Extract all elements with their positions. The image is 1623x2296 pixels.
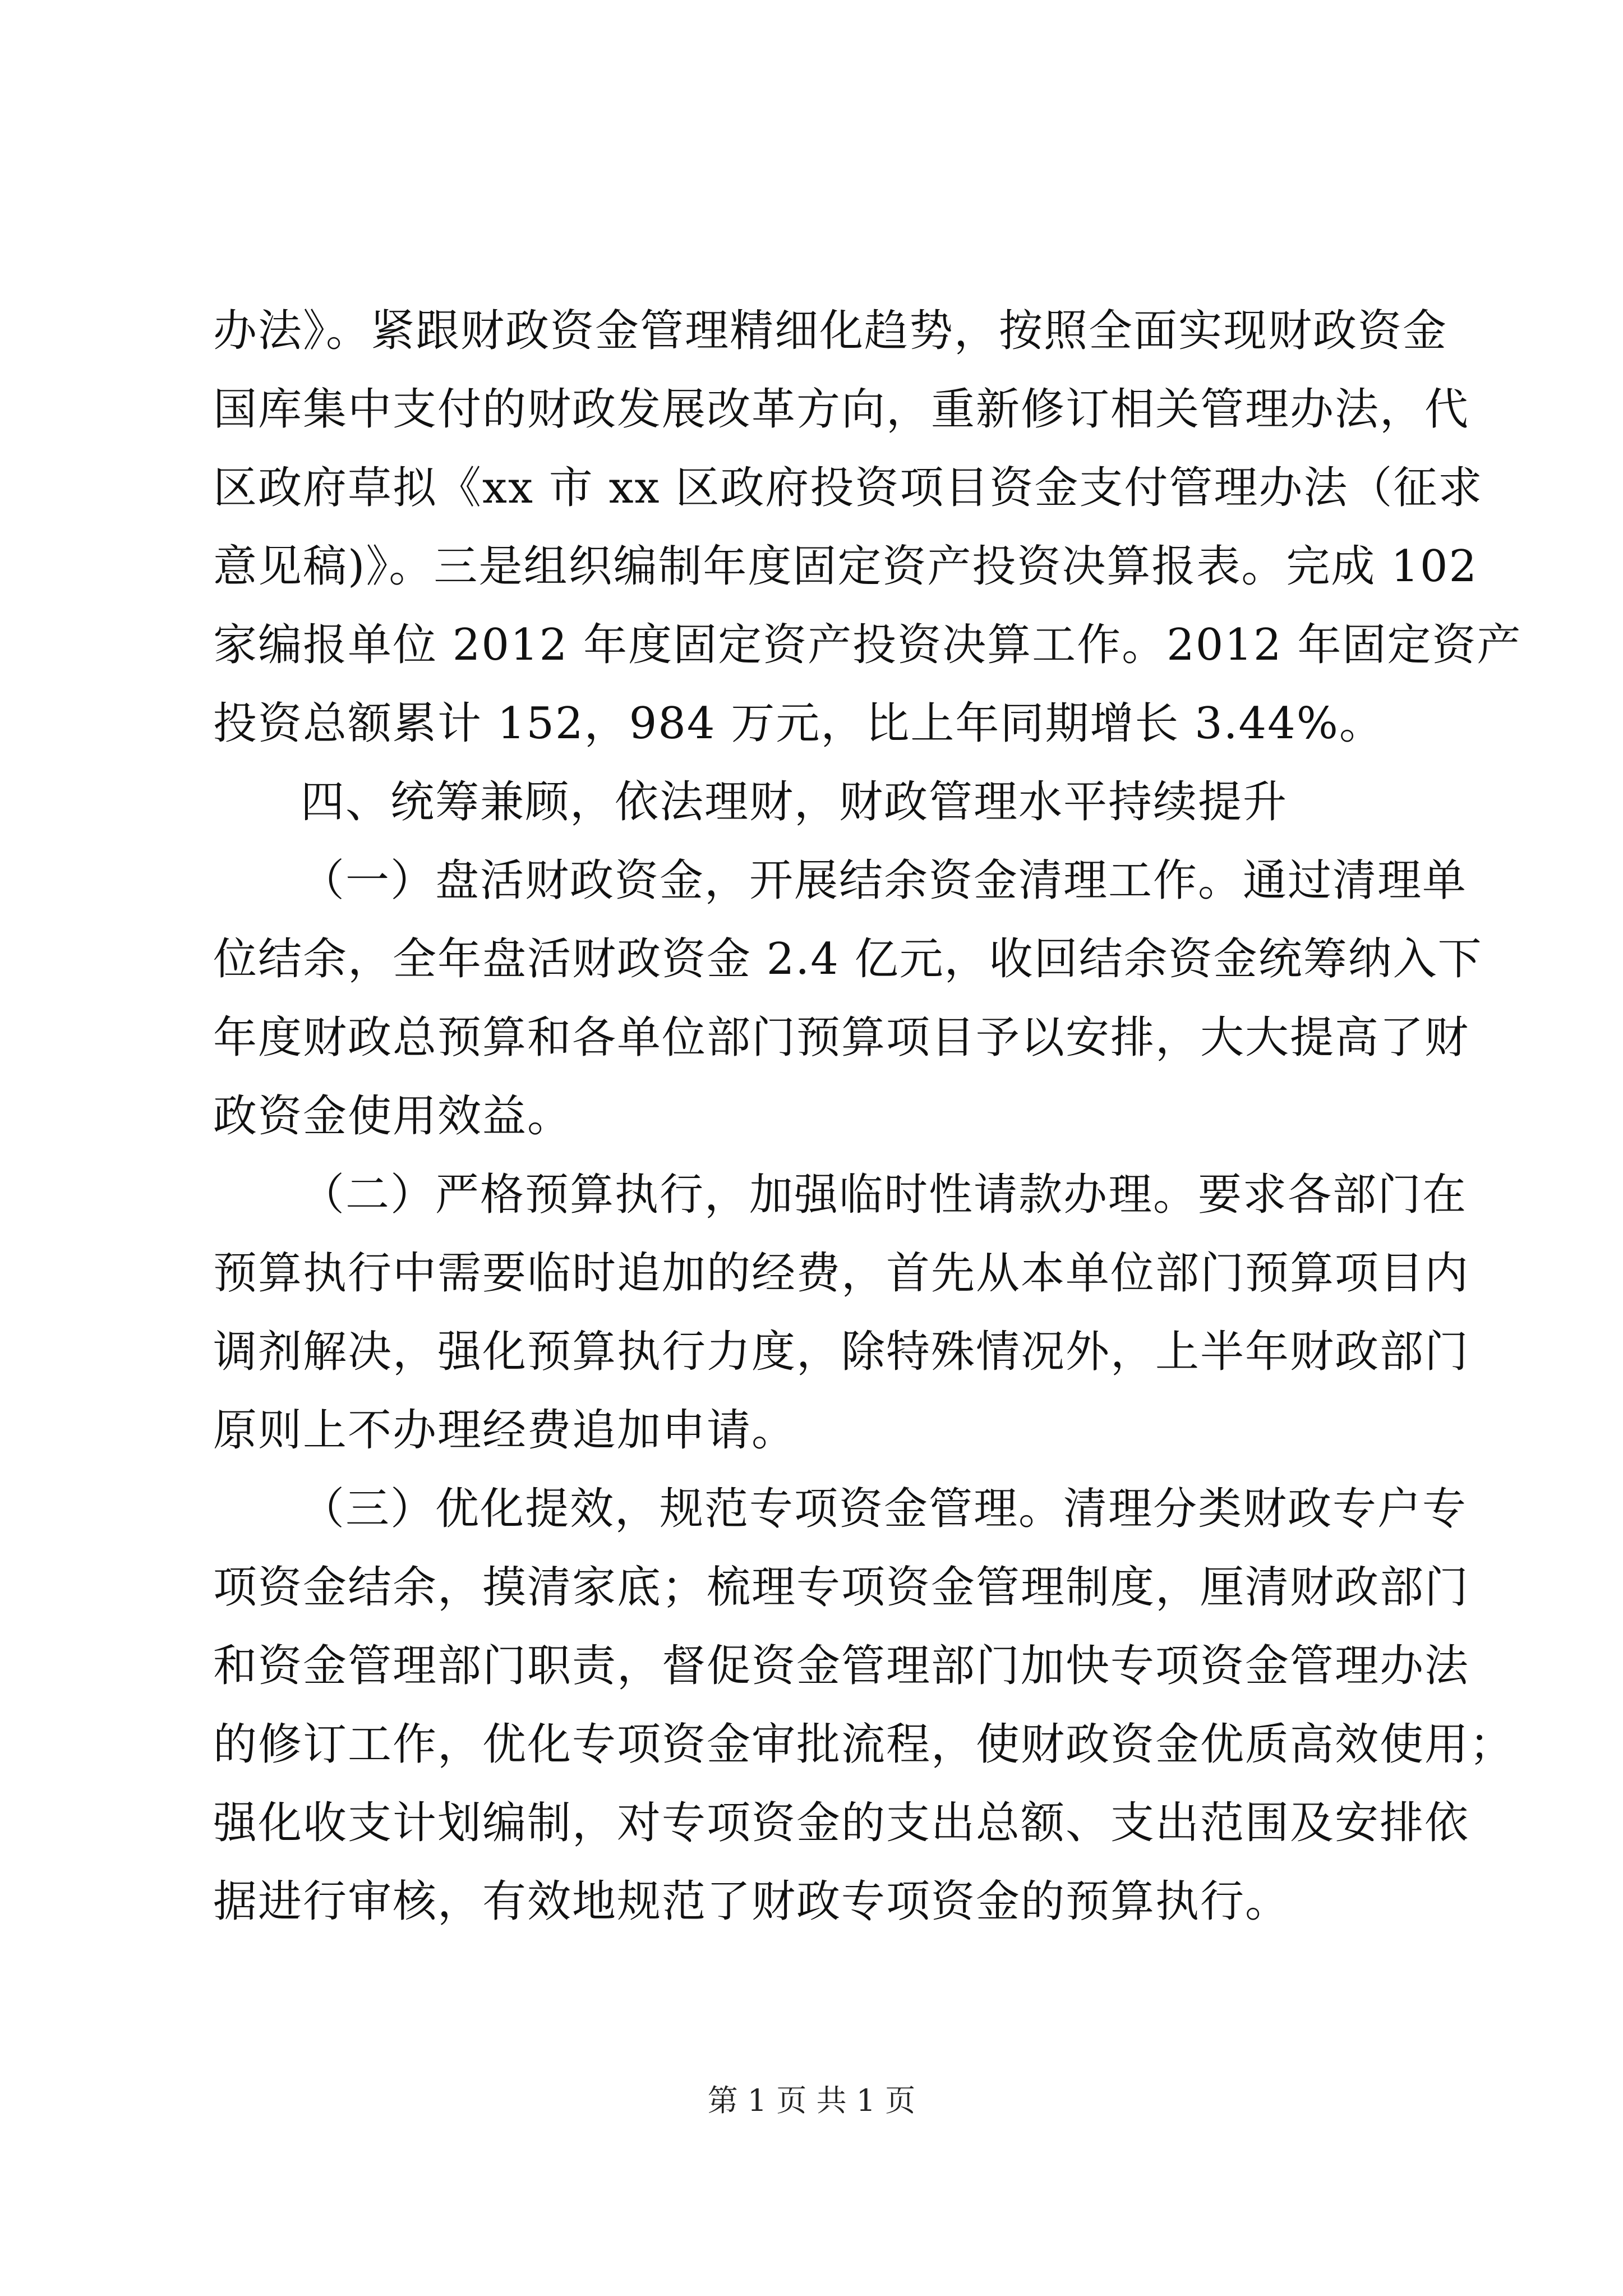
- text-line: 意见稿)》。三是组织编制年度固定资产投资决算报表。完成 102: [213, 541, 1478, 592]
- text-line: 家编报单位 2012 年度固定资产投资决算工作。2012 年固定资产: [213, 620, 1522, 670]
- text-line: 原则上不办理经费追加申请。: [213, 1405, 797, 1456]
- text-line: （二）严格预算执行，加强临时性请款办理。要求各部门在: [301, 1170, 1468, 1220]
- text-line: 投资总额累计 152，984 万元，比上年同期增长 3.44%。: [213, 698, 1384, 749]
- text-line: 的修订工作，优化专项资金审批流程，使财政资金优质高效使用；: [213, 1719, 1515, 1770]
- text-line: 年度财政总预算和各单位部门预算项目予以安排，大大提高了财: [213, 1013, 1470, 1063]
- text-line: 办法》。紧跟财政资金管理精细化趋势，按照全面实现财政资金: [213, 306, 1448, 356]
- text-line: 位结余，全年盘活财政资金 2.4 亿元，收回结余资金统筹纳入下: [213, 934, 1483, 984]
- text-line: 国库集中支付的财政发展改革方向，重新修订相关管理办法，代: [213, 384, 1470, 435]
- text-line: 项资金结余，摸清家底；梳理专项资金管理制度，厘清财政部门: [213, 1562, 1470, 1613]
- text-line: 调剂解决，强化预算执行力度，除特殊情况外，上半年财政部门: [213, 1327, 1470, 1377]
- text-line: 四、统筹兼顾，依法理财，财政管理水平持续提升: [301, 777, 1288, 827]
- text-line: （一）盘活财政资金，开展结余资金清理工作。通过清理单: [301, 855, 1468, 906]
- page-footer: 第 1 页 共 1 页: [707, 2083, 916, 2118]
- text-line: 和资金管理部门职责，督促资金管理部门加快专项资金管理办法: [213, 1641, 1470, 1691]
- document-body: [213, 292, 1522, 1941]
- text-line: 区政府草拟《xx 市 xx 区政府投资项目资金支付管理办法（征求: [213, 463, 1483, 513]
- text-line: 据进行审核，有效地规范了财政专项资金的预算执行。: [213, 1876, 1290, 1927]
- text-line: 强化收支计划编制，对专项资金的支出总额、支出范围及安排依: [213, 1798, 1470, 1848]
- text-line: 政资金使用效益。: [213, 1091, 573, 1142]
- text-line: （三）优化提效，规范专项资金管理。清理分类财政专户专: [301, 1484, 1468, 1534]
- text-line: 预算执行中需要临时追加的经费，首先从本单位部门预算项目内: [213, 1248, 1470, 1299]
